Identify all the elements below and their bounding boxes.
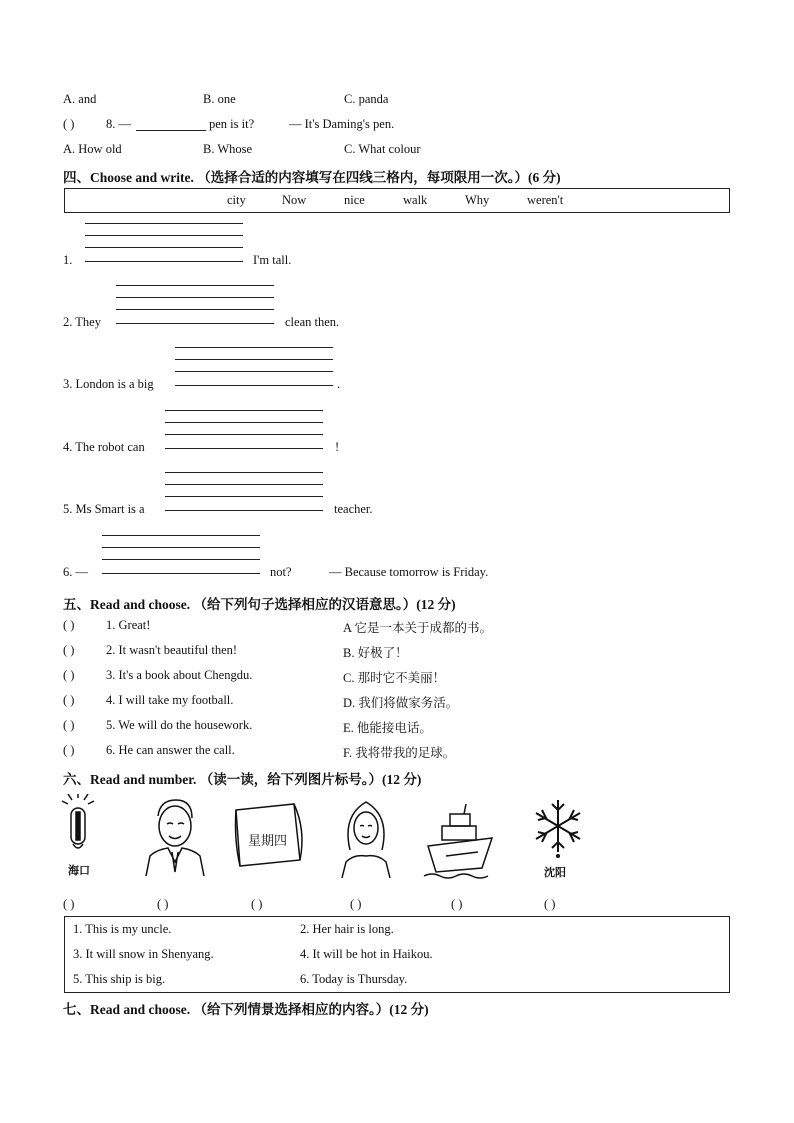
answer-paren[interactable]: ( ) <box>350 897 362 911</box>
answer-paren[interactable]: ( ) <box>451 897 463 911</box>
item-prefix: 5. Ms Smart is a <box>63 502 145 516</box>
sentence-en: 3. It's a book about Chengdu. <box>106 668 253 682</box>
word-bank-item: nice <box>344 193 365 207</box>
man-in-suit-icon <box>142 796 208 878</box>
answer-paren[interactable]: ( ) <box>544 897 556 911</box>
question-number: 8. — <box>106 117 131 131</box>
sentence-en: 6. He can answer the call. <box>106 743 235 757</box>
option-b: B. Whose <box>203 142 253 156</box>
picture-caption: 海口 <box>68 865 90 877</box>
item-suffix: teacher. <box>334 502 373 516</box>
answer-paren[interactable]: ( ) <box>63 743 75 757</box>
four-line-grid[interactable] <box>175 347 333 387</box>
snowflake-icon <box>528 796 588 858</box>
option-c: C. panda <box>344 92 389 106</box>
item-prefix: 6. — <box>63 565 88 579</box>
word-bank-item: weren't <box>527 193 564 207</box>
sentence: 6. Today is Thursday. <box>300 972 408 986</box>
item-prefix: 3. London is a big <box>63 377 154 391</box>
answer-paren[interactable]: ( ) <box>157 897 169 911</box>
sentence: 4. It will be hot in Haikou. <box>300 947 433 961</box>
section-5-title: 五、Read and choose. （给下列句子选择相应的汉语意思。）(12 分) <box>63 597 456 612</box>
option-b: B. one <box>203 92 236 106</box>
question-text: pen is it? <box>209 117 255 131</box>
picture-haikou <box>58 794 102 884</box>
thermometer-hot-icon <box>58 794 102 864</box>
sentence-en: 5. We will do the housework. <box>106 718 253 732</box>
section-7-title: 七、Read and choose. （给下列情景选择相应的内容。）(12 分) <box>63 1002 429 1017</box>
item-suffix: . <box>337 377 341 391</box>
sentence: 3. It will snow in Shenyang. <box>73 947 214 961</box>
picture-uncle <box>142 796 208 878</box>
four-line-grid[interactable] <box>165 472 323 512</box>
option-a: A. and <box>63 92 97 106</box>
sentence-cn: C. 那时它不美丽！ <box>343 671 446 685</box>
answer-paren[interactable]: ( ) <box>63 117 75 131</box>
item-prefix: 4. The robot can <box>63 440 145 454</box>
item-prefix: 2. They <box>63 315 101 329</box>
calendar-text: 星期四 <box>248 833 288 848</box>
sentence-cn: B. 好极了！ <box>343 646 408 660</box>
sentence-cn: E. 他能接电话。 <box>343 721 432 735</box>
section-6-title: 六、Read and number. （读一读，给下列图片标号。）(12 分) <box>63 772 422 787</box>
four-line-grid[interactable] <box>165 410 323 450</box>
word-bank <box>64 188 730 213</box>
item-suffix: I'm tall. <box>253 253 292 267</box>
answer-paren[interactable]: ( ) <box>63 618 75 632</box>
word-bank-item: Now <box>282 193 307 207</box>
answer-paren[interactable]: ( ) <box>63 897 75 911</box>
ship-icon <box>422 800 498 880</box>
answer-blank[interactable] <box>136 130 206 131</box>
item-suffix: not? <box>270 565 292 579</box>
answer-paren[interactable]: ( ) <box>63 668 75 682</box>
word-bank-item: walk <box>403 193 428 207</box>
item-prefix: 1. <box>63 253 73 267</box>
answer-paren[interactable]: ( ) <box>63 693 75 707</box>
item-answer: — Because tomorrow is Friday. <box>329 565 489 579</box>
answer-paren[interactable]: ( ) <box>63 643 75 657</box>
item-suffix: ! <box>335 440 340 454</box>
word-bank-item: city <box>227 193 246 207</box>
picture-woman <box>336 796 396 880</box>
answer-paren[interactable]: ( ) <box>63 718 75 732</box>
picture-shenyang <box>528 796 588 886</box>
item-suffix: clean then. <box>285 315 340 329</box>
option-c: C. What colour <box>344 142 421 156</box>
answer-paren[interactable]: ( ) <box>251 897 263 911</box>
sentence: 1. This is my uncle. <box>73 922 172 936</box>
sentence-cn: D. 我们将做家务活。 <box>343 696 459 710</box>
word-bank-item: Why <box>465 193 490 207</box>
sentence-en: 1. Great! <box>106 618 151 632</box>
section-4-title: 四、Choose and write. （选择合适的内容填写在四线三格内，每项限用一次。）(6 分) <box>63 170 561 185</box>
sentence-cn: A 它是一本关于成都的书。 <box>343 621 492 635</box>
four-line-grid[interactable] <box>85 223 243 263</box>
sentence-en: 2. It wasn't beautiful then! <box>106 643 238 657</box>
question-answer: — It's Daming's pen. <box>289 117 395 131</box>
picture-ship <box>422 800 498 880</box>
picture-calendar <box>226 800 310 872</box>
four-line-grid[interactable] <box>116 285 274 325</box>
four-line-grid[interactable] <box>102 535 260 575</box>
sentence-box <box>64 916 730 993</box>
long-hair-woman-icon <box>336 796 396 880</box>
sentence: 5. This ship is big. <box>73 972 166 986</box>
sentence-cn: F. 我将带我的足球。 <box>343 746 456 760</box>
option-a: A. How old <box>63 142 122 156</box>
sentence-en: 4. I will take my football. <box>106 693 234 707</box>
sentence: 2. Her hair is long. <box>300 922 394 936</box>
picture-caption: 沈阳 <box>544 867 566 879</box>
